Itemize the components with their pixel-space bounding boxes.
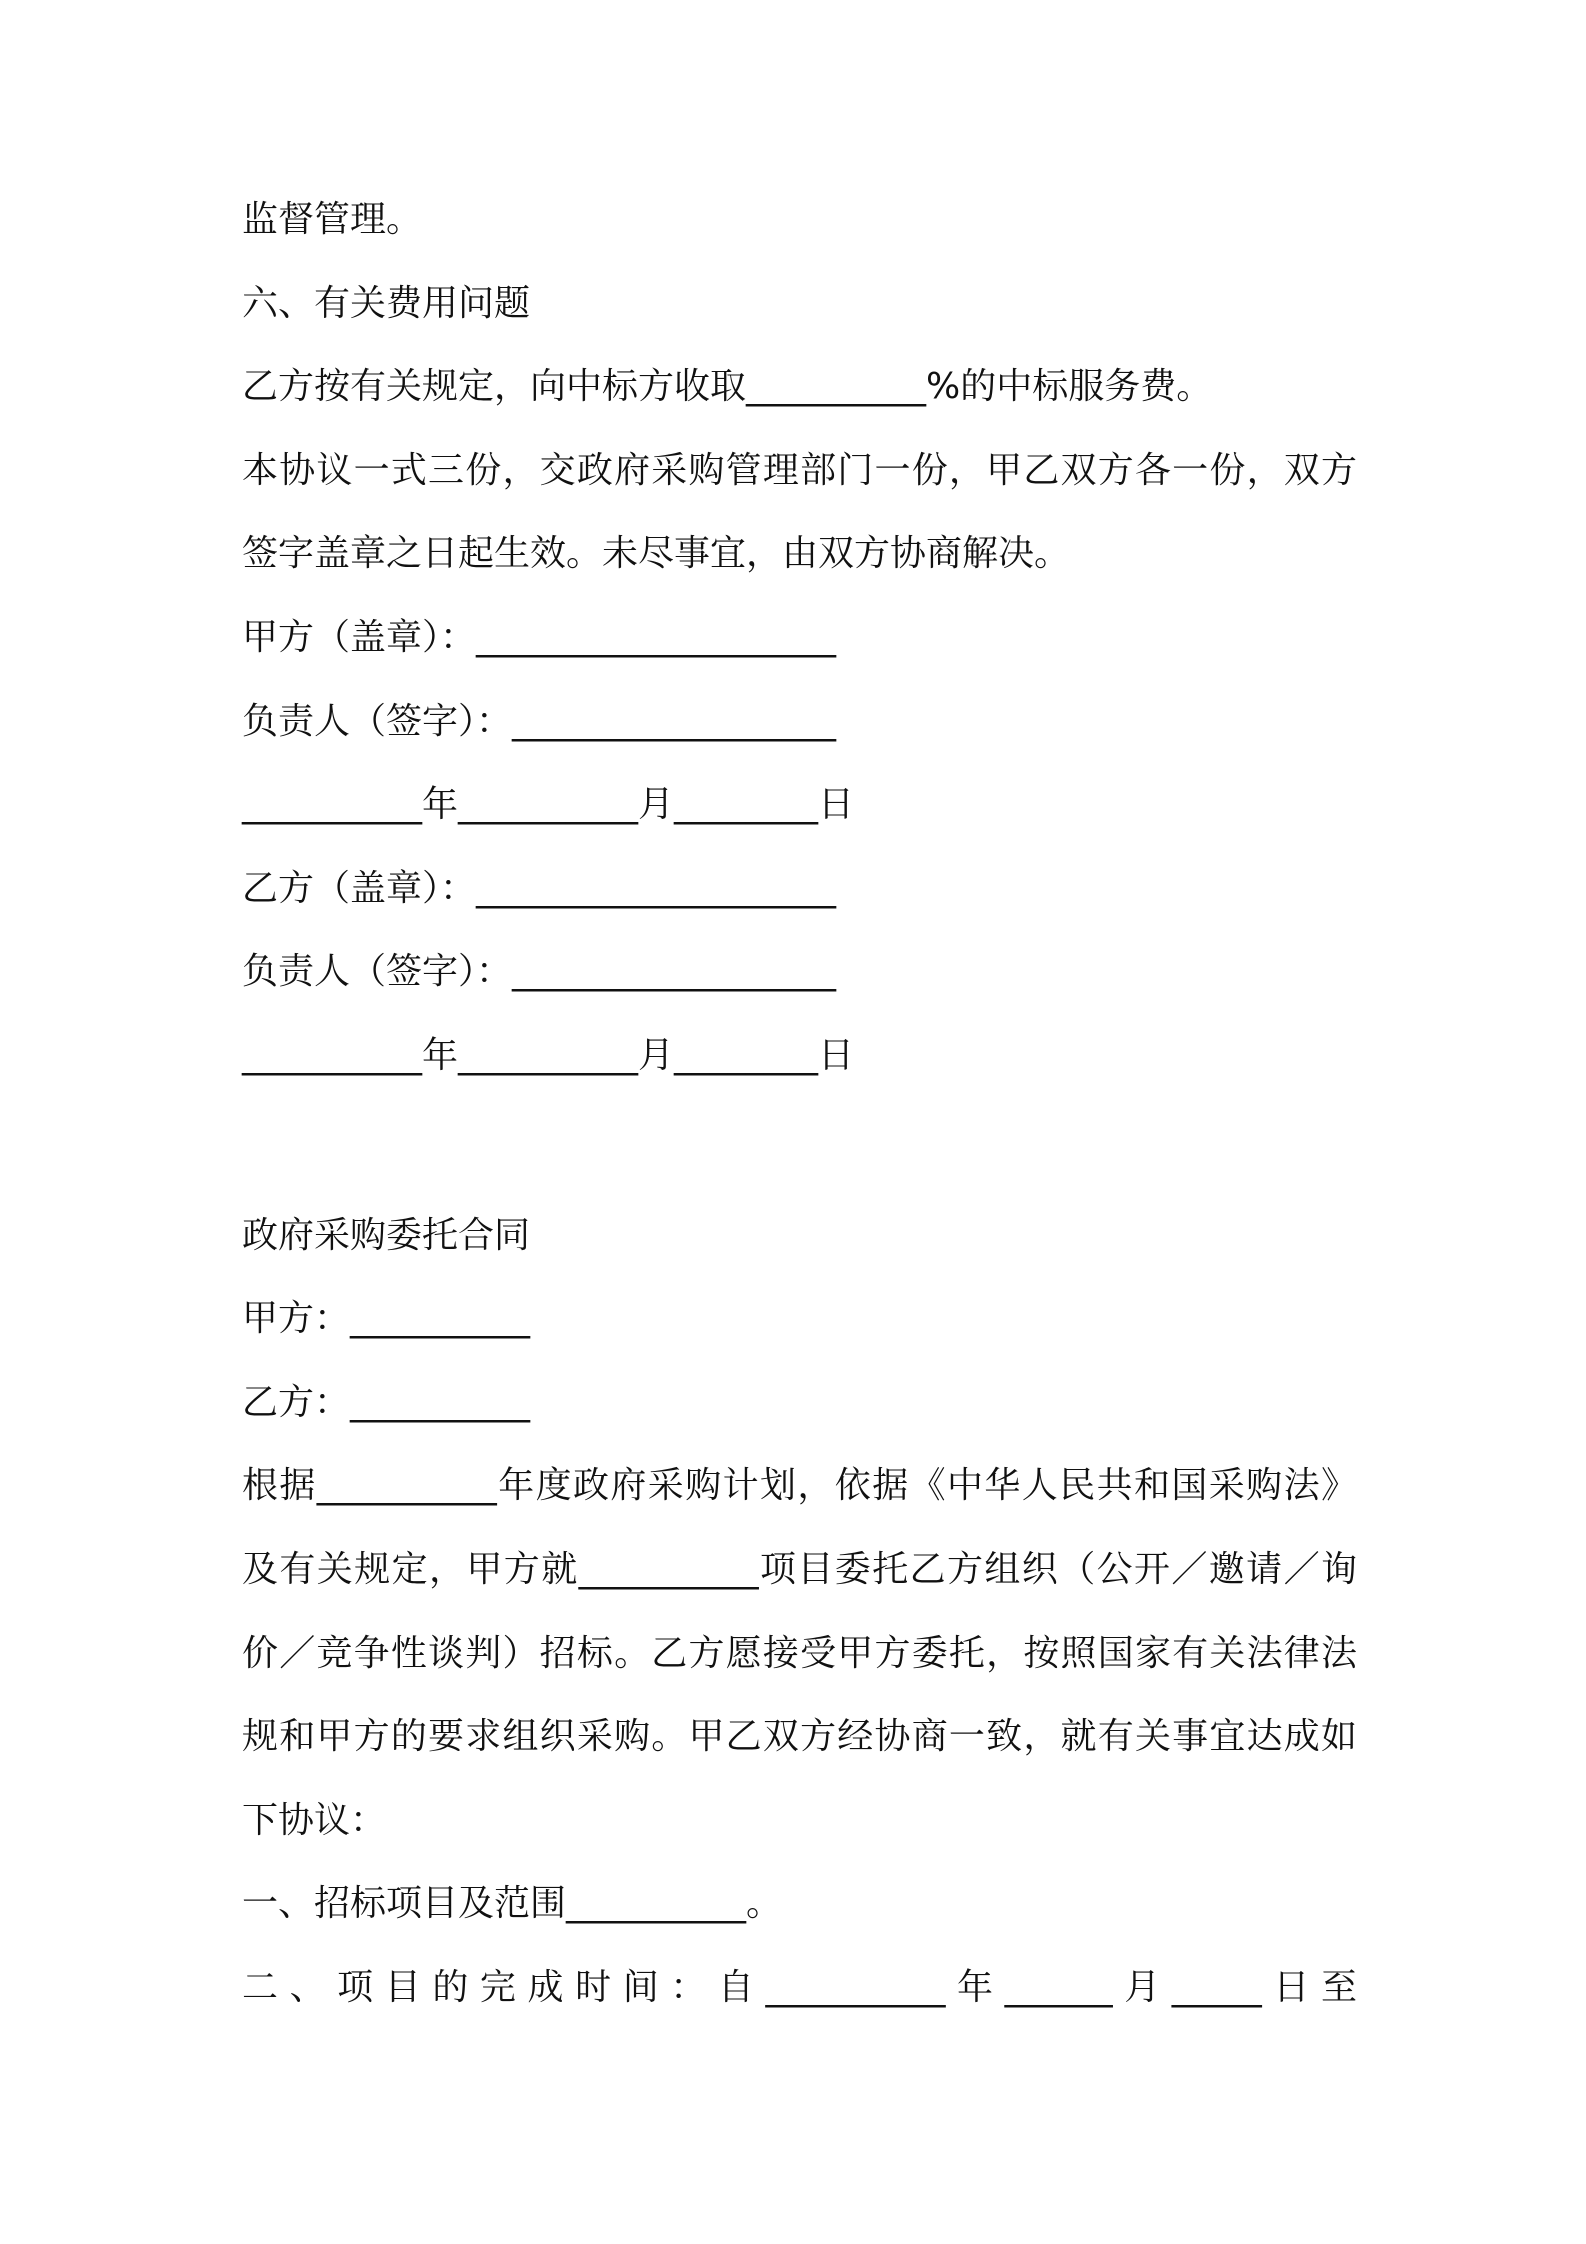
party-b-seal-line: 乙方（盖章）：____________________	[242, 867, 837, 909]
text-line: 规和甲方的要求组织采购。甲乙双方经协商一致，就有关事宜达成如	[242, 1716, 1357, 1758]
party-b-field: 乙方：__________	[242, 1381, 531, 1423]
clause-line: 二、项目的完成时间：自__________年______月_____日至	[242, 1966, 1357, 2008]
party-a-seal-line: 甲方（盖章）：____________________	[242, 616, 837, 658]
clause-line: 一、招标项目及范围__________。	[242, 1883, 783, 1925]
party-a-date-line: __________年__________月________日	[242, 784, 854, 826]
text-line: 根据__________年度政府采购计划，依据《中华人民共和国采购法》	[242, 1465, 1357, 1507]
text-line: 下协议：	[242, 1799, 387, 1841]
text-line: 价／竞争性谈判）招标。乙方愿接受甲方委托，按照国家有关法律法	[242, 1632, 1357, 1674]
text-line: 监督管理。	[242, 199, 423, 240]
section-spacer	[242, 1116, 1357, 1212]
text-line: 本协议一式三份，交政府采购管理部门一份，甲乙双方各一份，双方	[242, 449, 1357, 491]
document-title: 政府采购委托合同	[242, 1214, 531, 1256]
party-a-field: 甲方：__________	[242, 1298, 531, 1340]
document-body	[242, 196, 1357, 2047]
text-line: 签字盖章之日起生效。未尽事宜，由双方协商解决。	[242, 533, 1071, 575]
text-line: 及有关规定，甲方就__________项目委托乙方组织（公开／邀请／询	[242, 1548, 1357, 1590]
party-b-signature-line: 负责人（签字）：__________________	[242, 951, 837, 993]
party-b-date-line: __________年__________月________日	[242, 1034, 854, 1076]
section-heading: 六、有关费用问题	[242, 282, 531, 324]
text-line: 乙方按有关规定，向中标方收取__________%的中标服务费。	[242, 366, 1213, 408]
party-a-signature-line: 负责人（签字）：__________________	[242, 700, 837, 742]
